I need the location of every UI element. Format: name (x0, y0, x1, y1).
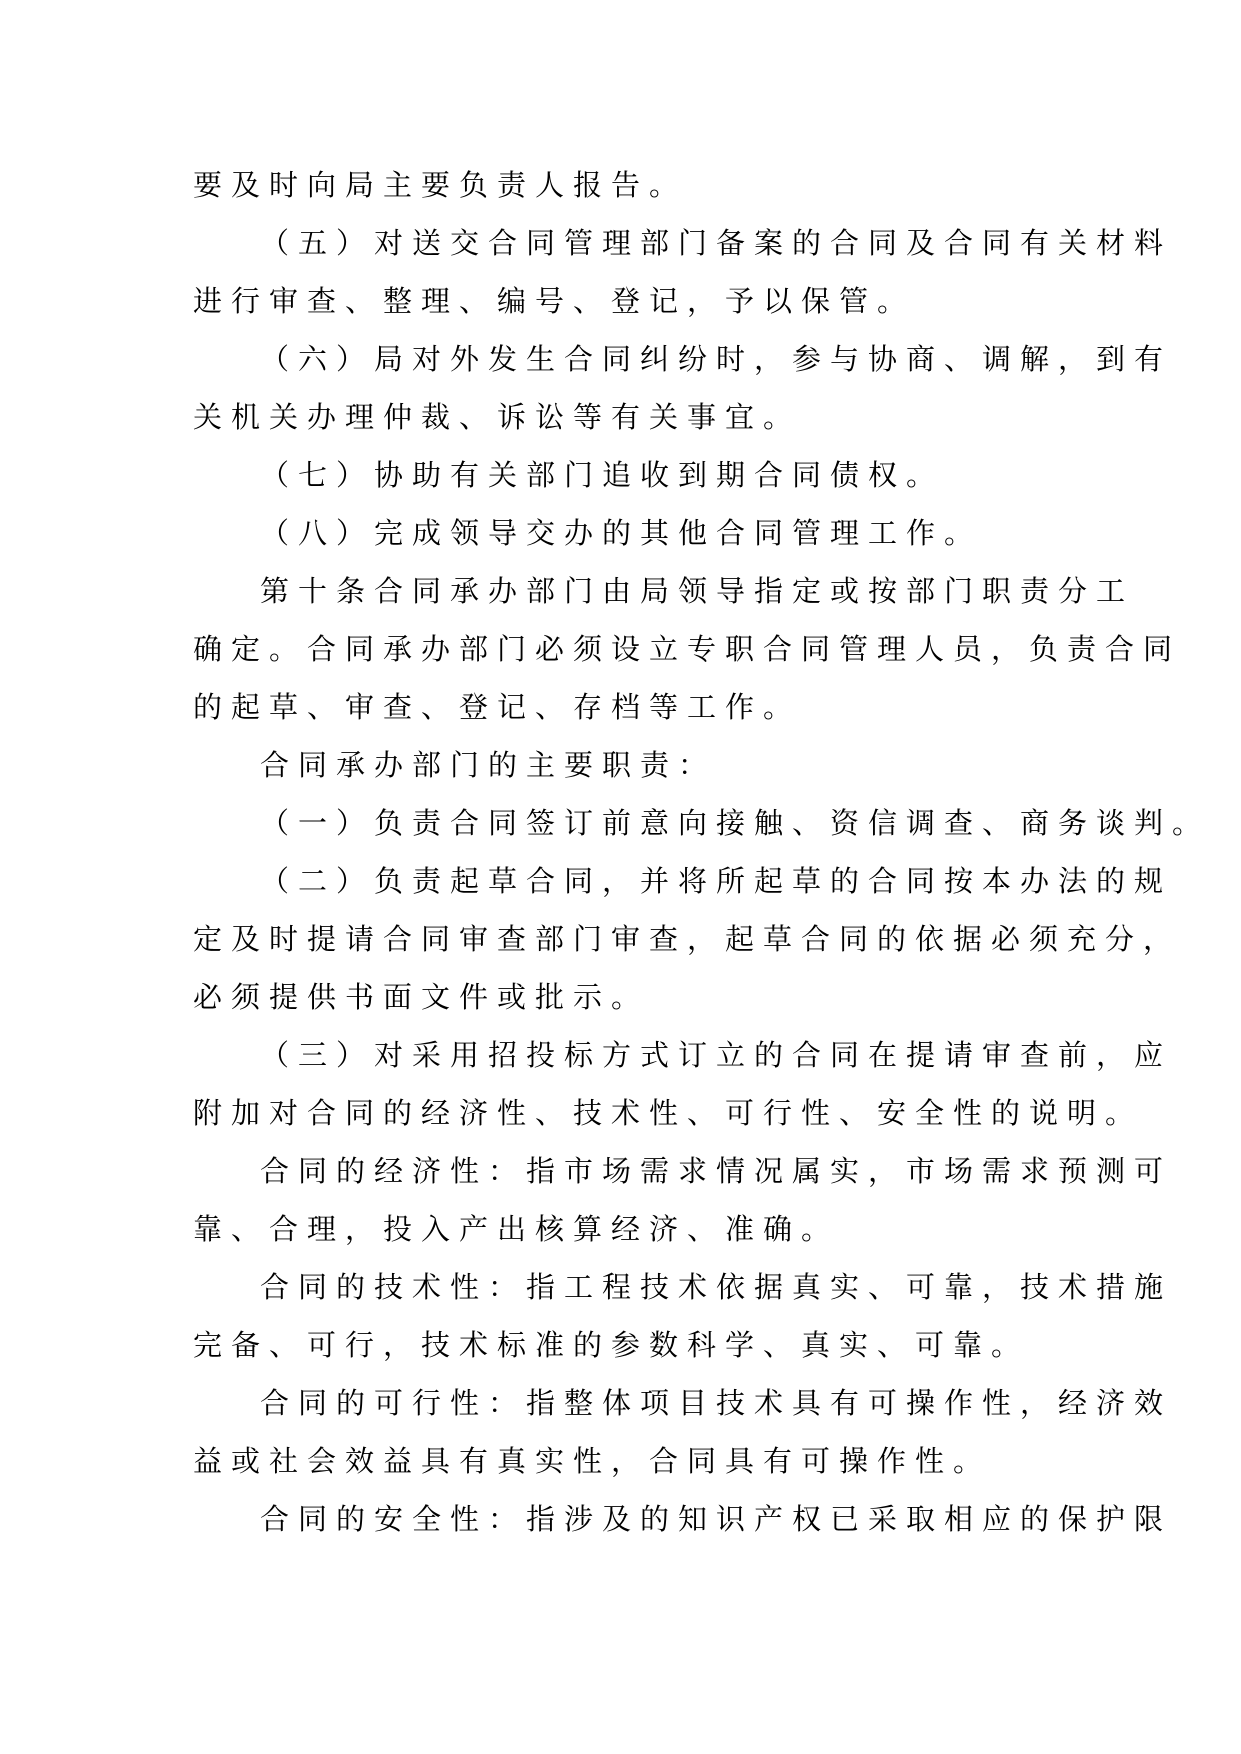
text-line: （七）协助有关部门追收到期合同债权。 (260, 458, 945, 492)
text-line: 定及时提请合同审查部门审查，起草合同的依据必须充分， (193, 922, 1182, 956)
text-line: （二）负责起草合同，并将所起草的合同按本办法的规 (260, 864, 1173, 898)
text-line: 附加对合同的经济性、技术性、可行性、安全性的说明。 (193, 1096, 1144, 1130)
text-line: 关机关办理仲裁、诉讼等有关事宜。 (193, 400, 802, 434)
text-line: （六）局对外发生合同纠纷时，参与协商、调解，到有 (260, 342, 1173, 376)
text-line: （八）完成领导交办的其他合同管理工作。 (260, 516, 983, 550)
text-line: 靠、合理，投入产出核算经济、准确。 (193, 1212, 840, 1246)
text-line: 第十条合同承办部门由局领导指定或按部门职责分工 (260, 574, 1135, 608)
text-line: 确定。合同承办部门必须设立专职合同管理人员，负责合同 (193, 632, 1182, 666)
text-line: 的起草、审查、登记、存档等工作。 (193, 690, 802, 724)
text-line: 合同的可行性：指整体项目技术具有可操作性，经济效 (260, 1386, 1173, 1420)
text-line: 合同的安全性：指涉及的知识产权已采取相应的保护限 (260, 1502, 1173, 1536)
text-line: （三）对采用招投标方式订立的合同在提请审查前，应 (260, 1038, 1173, 1072)
document-body (193, 156, 1211, 1548)
text-line: 要及时向局主要负责人报告。 (193, 168, 688, 202)
text-line: 合同承办部门的主要职责： (260, 748, 717, 782)
text-line: 合同的经济性：指市场需求情况属实，市场需求预测可 (260, 1154, 1173, 1188)
text-line: 必须提供书面文件或批示。 (193, 980, 650, 1014)
text-line: 益或社会效益具有真实性，合同具有可操作性。 (193, 1444, 992, 1478)
text-line: 合同的技术性：指工程技术依据真实、可靠，技术措施 (260, 1270, 1173, 1304)
text-line: 完备、可行，技术标准的参数科学、真实、可靠。 (193, 1328, 1030, 1362)
text-line: （一）负责合同签订前意向接触、资信调查、商务谈判。 (260, 806, 1211, 840)
text-line: （五）对送交合同管理部门备案的合同及合同有关材料 (260, 226, 1173, 260)
text-line: 进行审查、整理、编号、登记，予以保管。 (193, 284, 916, 318)
